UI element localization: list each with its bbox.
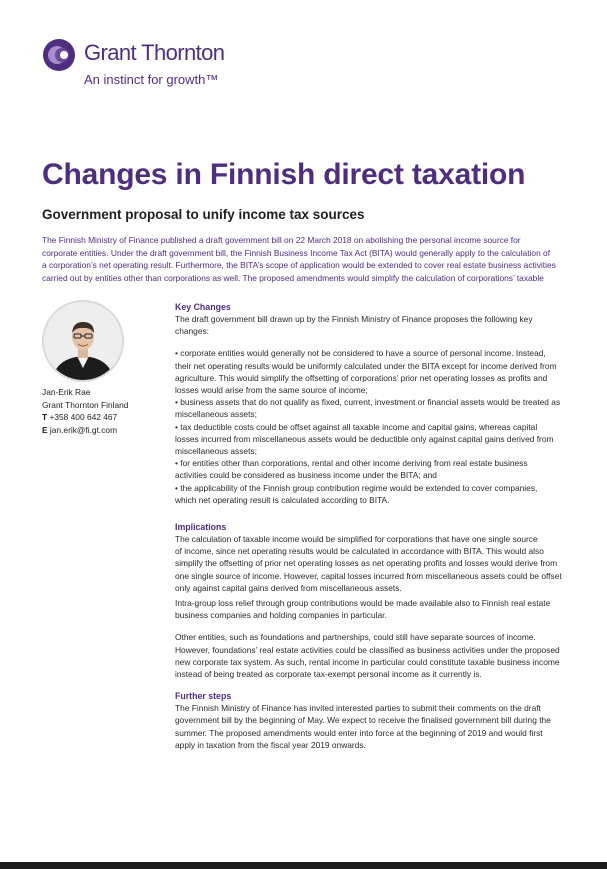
contact-email[interactable]: jan.erik@fi.gt.com — [49, 424, 118, 435]
bullet-item — [175, 457, 570, 481]
page-subtitle: Government proposal to unify income tax sources — [42, 207, 365, 222]
intro-line: carried out by entities other than corporations as well. The proposed amendments would simplify the calculation of corporations’ taxable — [42, 273, 544, 284]
text-line: losses incurred from miscellaneous assets would be deductible only against capital gains derived from — [175, 433, 554, 444]
further-steps-paragraph — [175, 702, 570, 751]
person-photo-icon — [44, 302, 122, 380]
implications-paragraph — [175, 533, 570, 594]
further-steps-heading: Further steps — [175, 691, 232, 702]
text-line: However, foundations’ real estate activities could be classified as business activities under the proposed — [175, 644, 560, 655]
intro-paragraph — [42, 234, 572, 285]
text-line: simplify the offsetting of prior net operating losses as net operating profits and losses would derive from — [175, 558, 558, 569]
text-line: • business assets that do not qualify as fixed, current, investment or financial assets would be treated as — [175, 397, 561, 408]
brand-tagline: An instinct for growth™ — [84, 72, 219, 87]
page-title: Changes in Finnish direct taxation — [42, 158, 526, 191]
text-line: activities could be considered as business income under the BITA; and — [175, 470, 437, 481]
text-line: which net operating result is calculated according to BITA. — [175, 494, 390, 505]
implications-paragraph — [175, 631, 570, 680]
text-line: their net operating results would be uniformly calculated under the BITA except for income derived from — [175, 360, 557, 371]
text-line: only against capital gains derived from miscellaneous assets. — [175, 582, 402, 593]
text-line: government bill by the beginning of May. We expect to receive the finalised government bill during the — [175, 715, 551, 726]
text-line: summer. The proposed amendments would enter into force at the beginning of 2019 and would first — [175, 727, 543, 738]
intro-line: corporate entities. Under the draft government bill, the Finnish Business Income Tax Act (BITA) would generally apply to the calculation of — [42, 247, 551, 258]
contact-email-row — [42, 424, 128, 437]
logo-mark-icon — [42, 38, 76, 72]
text-line: of income, since net operating results would be calculated in accordance with BITA. This would also — [175, 546, 544, 557]
text-line: miscellaneous assets; — [175, 409, 257, 420]
contact-phone[interactable]: +358 400 642 467 — [49, 412, 118, 422]
implications-heading: Implications — [175, 522, 227, 533]
text-line: Intra-group loss relief through group contributions would be made available also to Finnish real estate — [175, 598, 551, 609]
email-label: E — [42, 424, 48, 435]
brand-name: Grant Thornton — [84, 40, 225, 65]
text-line: new corporate tax system. As such, rental income in particular could constitute taxable business income — [175, 656, 560, 667]
text-line: business companies and holding companies in particular. — [175, 610, 387, 621]
text-line: apply in taxation from the fiscal year 2019 onwards. — [175, 739, 366, 750]
text-line: instead of being treated as corporate tax-exempt personal income as it currently is. — [175, 669, 482, 680]
text-line: changes: — [175, 326, 209, 337]
grant-thornton-logo — [42, 36, 262, 96]
intro-line: a corporation’s net operating result. Furthermore, the BITA’s scope of application would be extended to cover real estate business activities — [42, 260, 556, 271]
contact-company: Grant Thornton Finland — [42, 399, 129, 410]
contact-avatar — [42, 300, 124, 382]
bullet-item — [175, 347, 570, 396]
contact-phone-row — [42, 411, 128, 424]
main-content — [175, 301, 570, 751]
bullet-item — [175, 396, 570, 420]
intro-line: The Finnish Ministry of Finance published a draft government bill on 22 March 2018 on abolishing the personal income source for — [42, 235, 521, 245]
text-line: The calculation of taxable income would be simplified for corporations that have one single source — [175, 534, 538, 545]
text-line: • the applicability of the Finnish group contribution regime would be extended to cover companies, — [175, 482, 538, 493]
text-line: • tax deductible costs could be offset against all taxable income and capital gains, whereas capital — [175, 421, 538, 432]
page-bottom-bar — [0, 862, 607, 869]
text-line: • corporate entities would generally not be considered to have a source of personal income. Instead, — [175, 348, 546, 359]
text-line: • for entities other than corporations, rental and other income deriving from real estate business — [175, 458, 528, 469]
text-line: The Finnish Ministry of Finance has invited interested parties to submit their comments on the draft — [175, 703, 541, 714]
text-line: miscellaneous assets; — [175, 446, 257, 457]
bullet-item — [175, 421, 570, 458]
contact-name: Jan-Erik Rae — [42, 387, 91, 397]
implications-paragraph — [175, 597, 570, 621]
bullet-item — [175, 482, 570, 506]
text-line: Other entities, such as foundations and partnerships, could still have separate sources of income. — [175, 632, 536, 643]
text-line: losses would arise from the same source of income; — [175, 385, 368, 396]
phone-label: T — [42, 412, 48, 422]
text-line: agriculture. This would simplify the offsetting of corporations’ prior net operating losses as profits and — [175, 372, 548, 383]
contact-block — [42, 386, 128, 436]
key-changes-heading: Key Changes — [175, 302, 231, 312]
text-line: The draft government bill drawn up by the Finnish Ministry of Finance proposes the following key — [175, 314, 533, 324]
text-line: one single source of income. However, capital losses incurred from miscellaneous assets could be offset — [175, 570, 562, 581]
key-changes-intro — [175, 313, 570, 337]
